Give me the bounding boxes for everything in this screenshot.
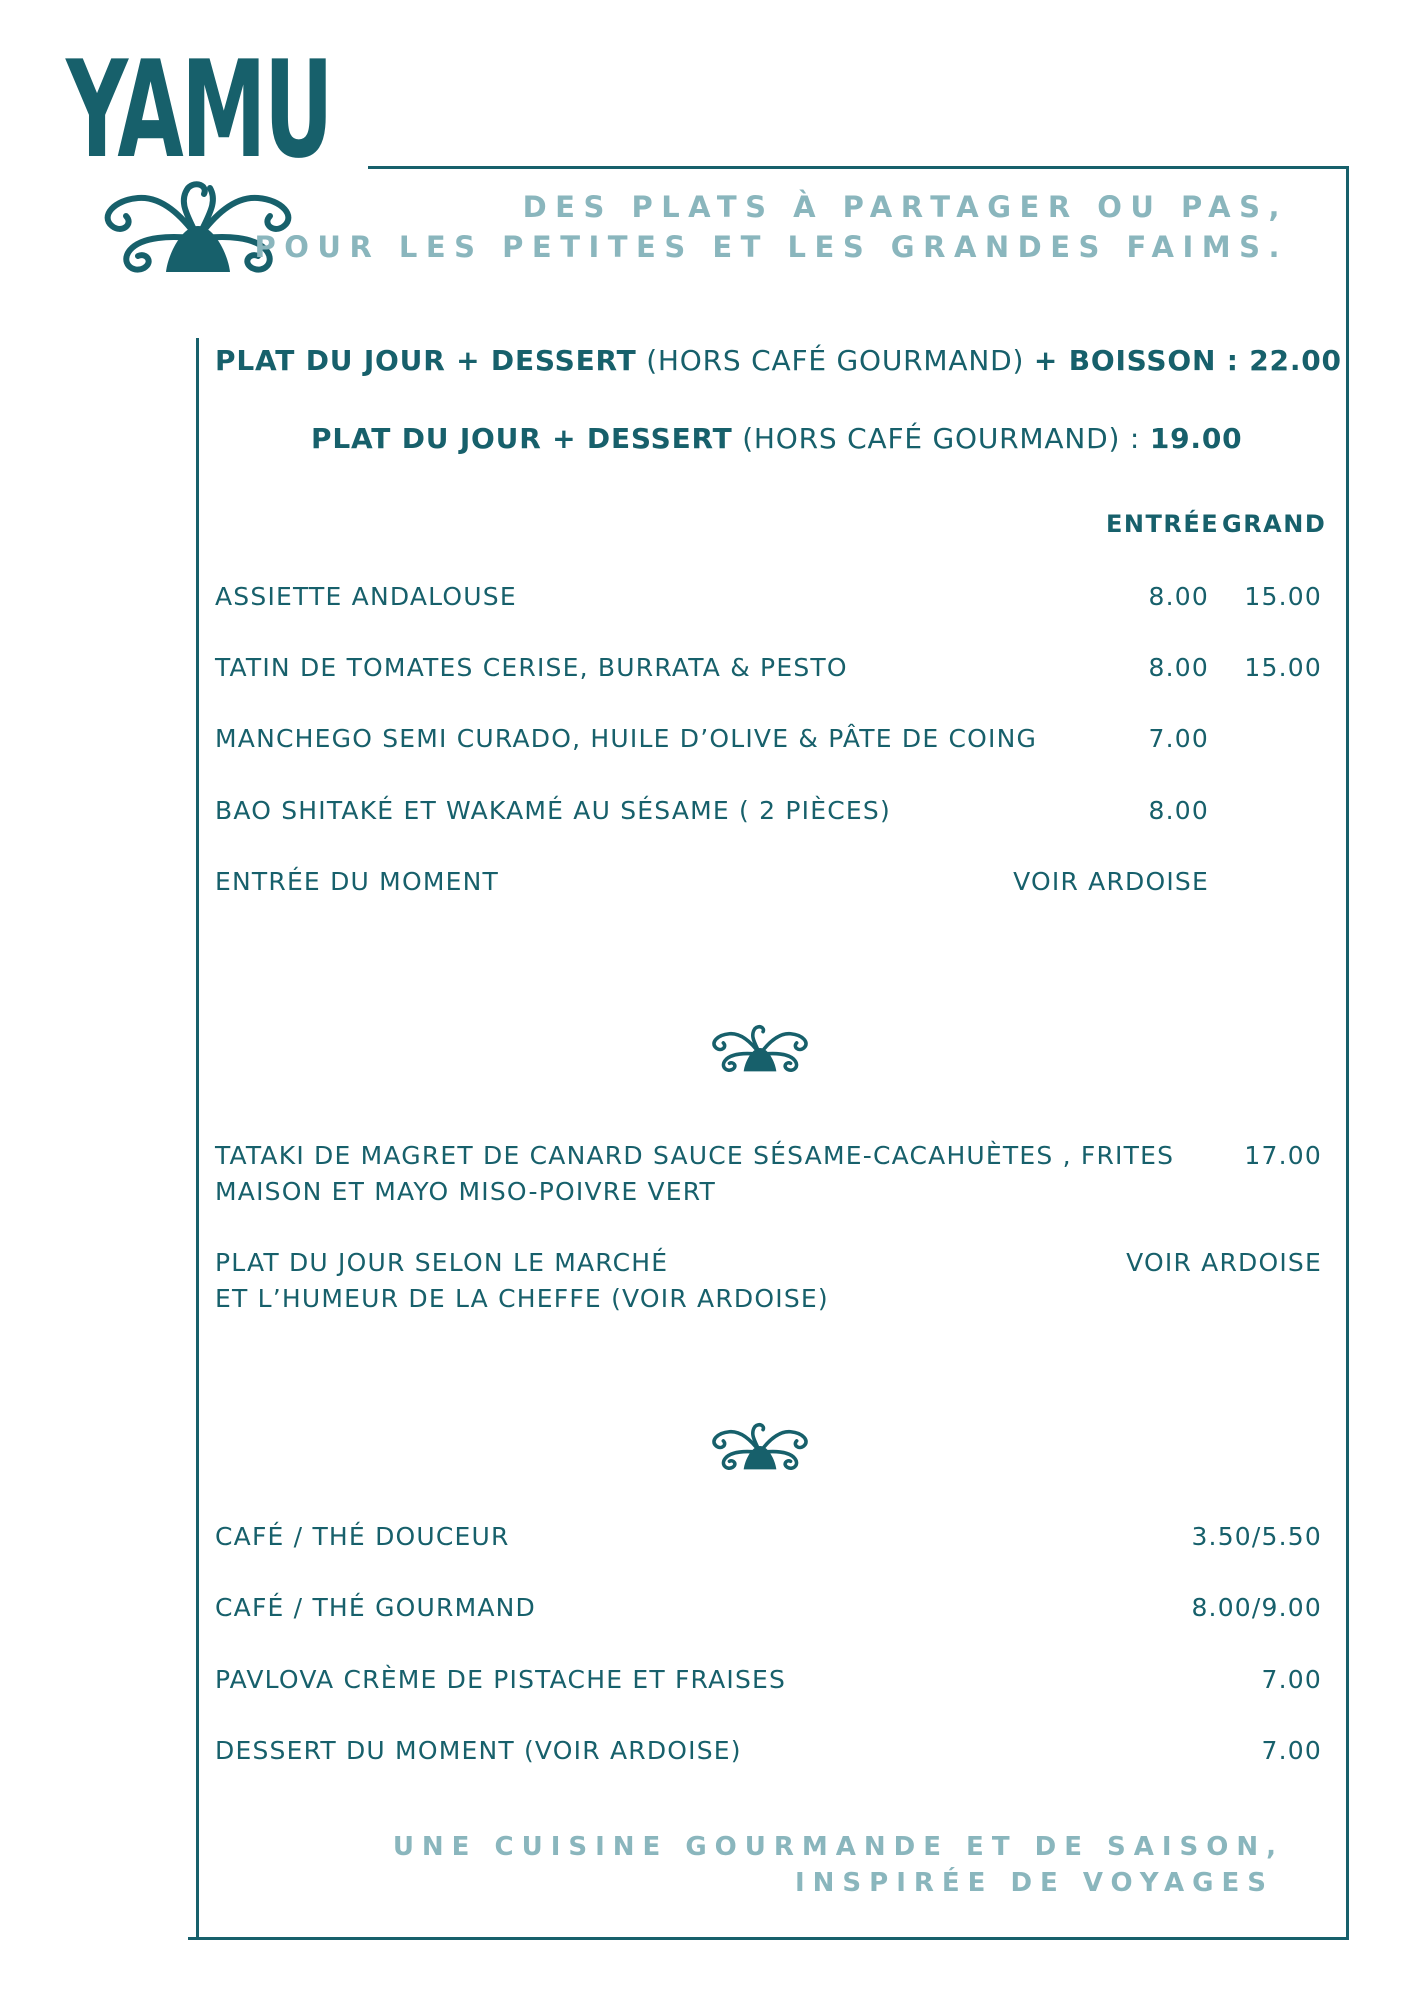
formula-without-drink [311, 422, 1242, 455]
frame-top-line [368, 166, 1348, 169]
formula-part: PLAT DU JOUR [215, 344, 446, 377]
footer-line-1: UNE CUISINE GOURMANDE ET DE SAISON, [392, 1832, 1284, 1862]
starter-price-grand: 15.00 [1244, 653, 1322, 682]
formula-part: BOISSON : 22.00 [1068, 344, 1342, 377]
starter-name: MANCHEGO SEMI CURADO, HUILE D’OLIVE & PÂTE DE COING [215, 724, 1038, 753]
formula-part: DESSERT [586, 422, 733, 455]
frame-bottom-line [188, 1937, 1349, 1940]
main-dish-price: 17.00 [1244, 1141, 1322, 1170]
starter-price-entree: 8.00 [1148, 796, 1209, 825]
dessert-price: 3.50/5.50 [1191, 1522, 1322, 1551]
starter-price-entree: 7.00 [1148, 724, 1209, 753]
brand-logo: YAMU [66, 32, 332, 188]
main-dish-price: VOIR ARDOISE [1126, 1248, 1322, 1277]
main-dish-line-1: PLAT DU JOUR SELON LE MARCHÉ [215, 1248, 669, 1277]
tagline-line-2: POUR LES PETITES ET LES GRANDES FAIMS. [254, 230, 1288, 264]
starter-name: BAO SHITAKÉ ET WAKAMÉ AU SÉSAME ( 2 PIÈCES) [215, 796, 891, 825]
formula-note: (HORS CAFÉ GOURMAND) : [732, 422, 1150, 455]
starter-name: TATIN DE TOMATES CERISE, BURRATA & PESTO [215, 653, 848, 682]
octopus-ornament-icon [706, 1418, 814, 1474]
main-dish-line-2: MAISON ET MAYO MISO-POIVRE VERT [215, 1177, 716, 1206]
dessert-name: CAFÉ / THÉ GOURMAND [215, 1593, 537, 1622]
formula-part: PLAT DU JOUR [311, 422, 542, 455]
formula-part: DESSERT [490, 344, 637, 377]
frame-right-line [1346, 166, 1349, 1940]
column-header-entree: ENTRÉE [1106, 510, 1220, 538]
dessert-price: 7.00 [1261, 1736, 1322, 1765]
starter-price-entree: 8.00 [1148, 582, 1209, 611]
dessert-name: DESSERT DU MOMENT (VOIR ARDOISE) [215, 1736, 742, 1765]
starter-price-entree: 8.00 [1148, 653, 1209, 682]
starter-price-entree: VOIR ARDOISE [1013, 867, 1209, 896]
starter-price-grand: 15.00 [1244, 582, 1322, 611]
dessert-price: 8.00/9.00 [1191, 1593, 1322, 1622]
main-dish-line-2: ET L’HUMEUR DE LA CHEFFE (VOIR ARDOISE) [215, 1284, 829, 1313]
starter-name: ASSIETTE ANDALOUSE [215, 582, 517, 611]
formula-plus: + [541, 422, 587, 455]
footer-line-2: INSPIRÉE DE VOYAGES [794, 1868, 1274, 1898]
tagline-line-1: DES PLATS À PARTAGER OU PAS, [522, 190, 1288, 224]
formula-plus: + [445, 344, 491, 377]
formula-note: (HORS CAFÉ GOURMAND) [636, 344, 1034, 377]
formula-with-drink [215, 344, 1342, 377]
starter-name: ENTRÉE DU MOMENT [215, 867, 499, 896]
main-dish-line-1: TATAKI DE MAGRET DE CANARD SAUCE SÉSAME-CACAHUÈTES , FRITES [215, 1141, 1175, 1170]
dessert-name: PAVLOVA CRÈME DE PISTACHE ET FRAISES [215, 1665, 787, 1694]
formula-price: 19.00 [1149, 422, 1243, 455]
column-header-grand: GRAND [1222, 510, 1327, 538]
dessert-price: 7.00 [1261, 1665, 1322, 1694]
octopus-ornament-icon [706, 1020, 814, 1076]
formula-plus: + [1033, 344, 1069, 377]
frame-left-line [196, 338, 199, 1940]
dessert-name: CAFÉ / THÉ DOUCEUR [215, 1522, 510, 1551]
